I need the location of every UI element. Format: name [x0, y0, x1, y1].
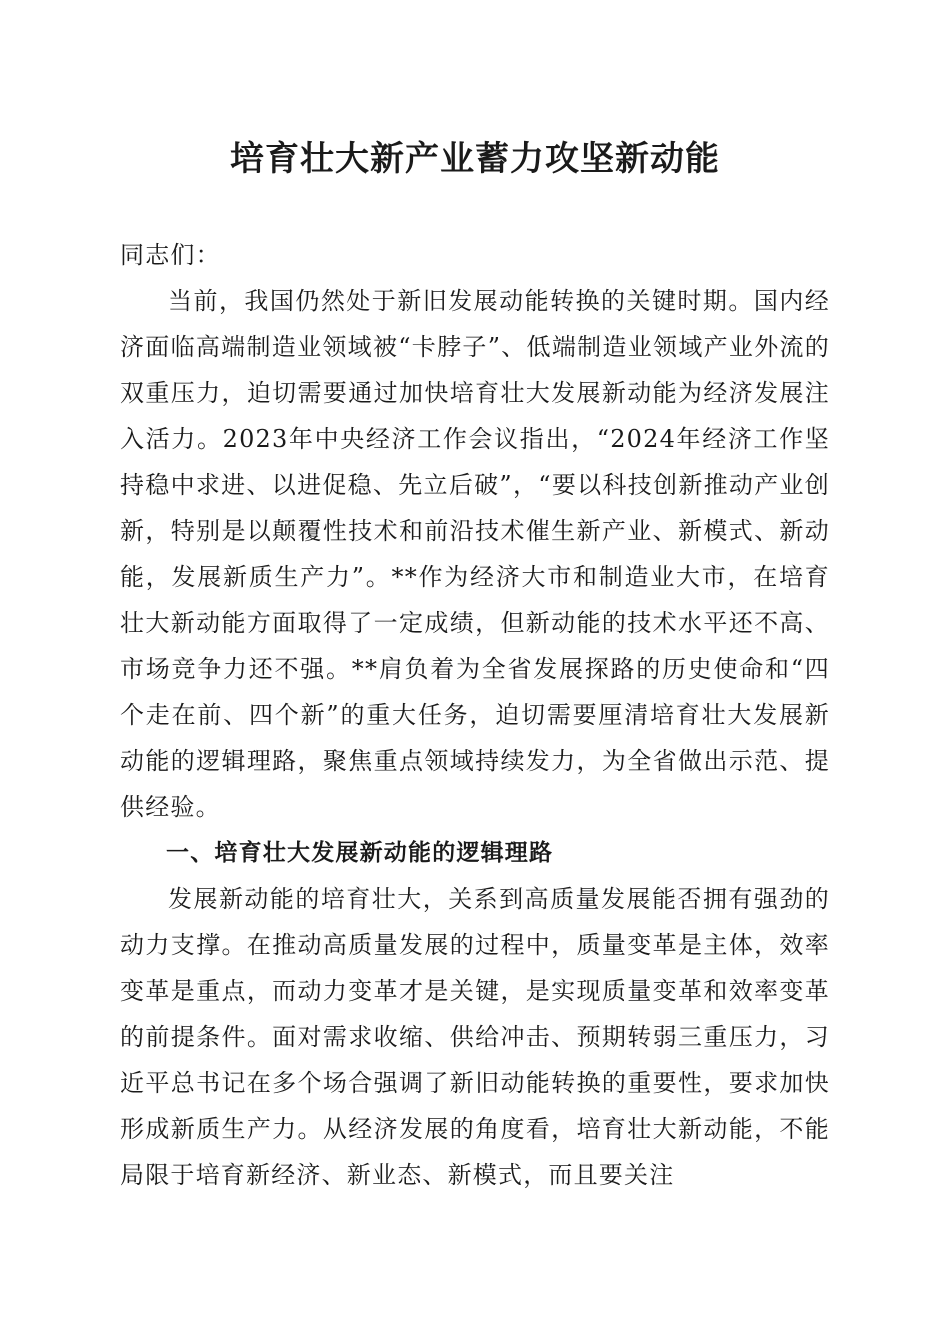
document-body [120, 232, 830, 1198]
section-heading: 一、培育壮大发展新动能的逻辑理路 [166, 840, 554, 866]
section-paragraph: 发展新动能的培育壮大，关系到高质量发展能否拥有强劲的动力支撑。在推动高质量发展的过程中，质量变革是主体，效率变革是重点，而动力变革才是关键，是实现质量变革和效率变革的前提条件。面对需求收缩、供给冲击、预期转弱三重压力，习近平总书记在多个场合强调了新旧动能转换的重要性，要求加快形成新质生产力。从经济发展的角度看，培育壮大新动能，不能局限于培育新经济、新业态、新模式，而且要关注 [120, 885, 830, 1189]
salutation: 同志们： [120, 241, 221, 269]
intro-paragraph: 当前，我国仍然处于新旧发展动能转换的关键时期。国内经济面临高端制造业领域被“卡脖子”、低端制造业领域产业外流的双重压力，迫切需要通过加快培育壮大发展新动能为经济发展注入活力。2023年中央经济工作会议指出，“2024年经济工作坚持稳中求进、以进促稳、先立后破”，“要以科技创新推动产业创新，特别是以颠覆性技术和前沿技术催生新产业、新模式、新动能，发展新质生产力”。**作为经济大市和制造业大市，在培育壮大新动能方面取得了一定成绩，但新动能的技术水平还不高、市场竞争力还不强。**肩负着为全省发展探路的历史使命和“四个走在前、四个新”的重大任务，迫切需要厘清培育壮大发展新动能的逻辑理路，聚焦重点领域持续发力，为全省做出示范、提供经验。 [120, 287, 830, 821]
document-title: 培育壮大新产业蓄力攻坚新动能 [230, 139, 720, 179]
